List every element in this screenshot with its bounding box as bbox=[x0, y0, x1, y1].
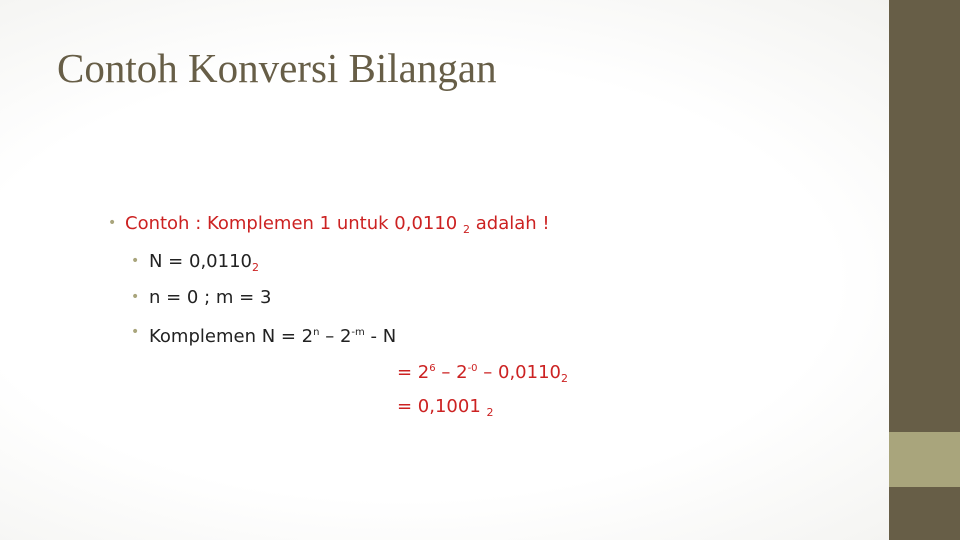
slide-title: Contoh Konversi Bilangan bbox=[57, 45, 497, 91]
formula-exp-m: -m bbox=[351, 327, 365, 338]
bullet-marker: • bbox=[131, 324, 140, 340]
formula-tail: - N bbox=[370, 326, 397, 347]
formula-label: Komplemen N = 2 bbox=[149, 326, 314, 347]
bullet-marker: • bbox=[131, 253, 140, 269]
step2-text: = 0,1001 bbox=[397, 396, 481, 417]
n-value-text: N = 0,0110 bbox=[149, 251, 252, 272]
formula-minus: – 2 bbox=[325, 326, 352, 347]
step1-prefix: = 2 bbox=[397, 362, 430, 383]
sidebar-decoration-top bbox=[889, 0, 960, 432]
example-heading-text: Contoh : Komplemen 1 untuk 0,0110 bbox=[125, 213, 458, 234]
step1-exp1: 6 bbox=[429, 363, 436, 374]
calculation-step-1 bbox=[397, 357, 568, 391]
step1-minus: – 2 bbox=[441, 362, 468, 383]
formula-exp-n: n bbox=[313, 327, 320, 338]
example-heading-base: 2 bbox=[463, 223, 470, 236]
bullet-marker: • bbox=[108, 215, 117, 231]
example-heading-tail: adalah ! bbox=[475, 213, 550, 234]
step2-base: 2 bbox=[486, 406, 494, 419]
list-item-n-m bbox=[149, 286, 271, 310]
n-m-text: n = 0 ; m = 3 bbox=[149, 287, 272, 308]
n-value-base: 2 bbox=[251, 261, 259, 274]
example-heading bbox=[125, 212, 550, 242]
step1-base: 2 bbox=[561, 372, 568, 385]
calculation-step-2 bbox=[397, 395, 494, 425]
sidebar-decoration-bottom bbox=[889, 487, 960, 540]
sidebar-decoration-accent bbox=[889, 432, 960, 487]
step1-exp2: -0 bbox=[467, 363, 478, 374]
list-item-n-value bbox=[149, 250, 259, 280]
list-item-formula bbox=[149, 321, 396, 349]
step1-tail: – 0,0110 bbox=[483, 362, 561, 383]
bullet-marker: • bbox=[131, 289, 140, 305]
